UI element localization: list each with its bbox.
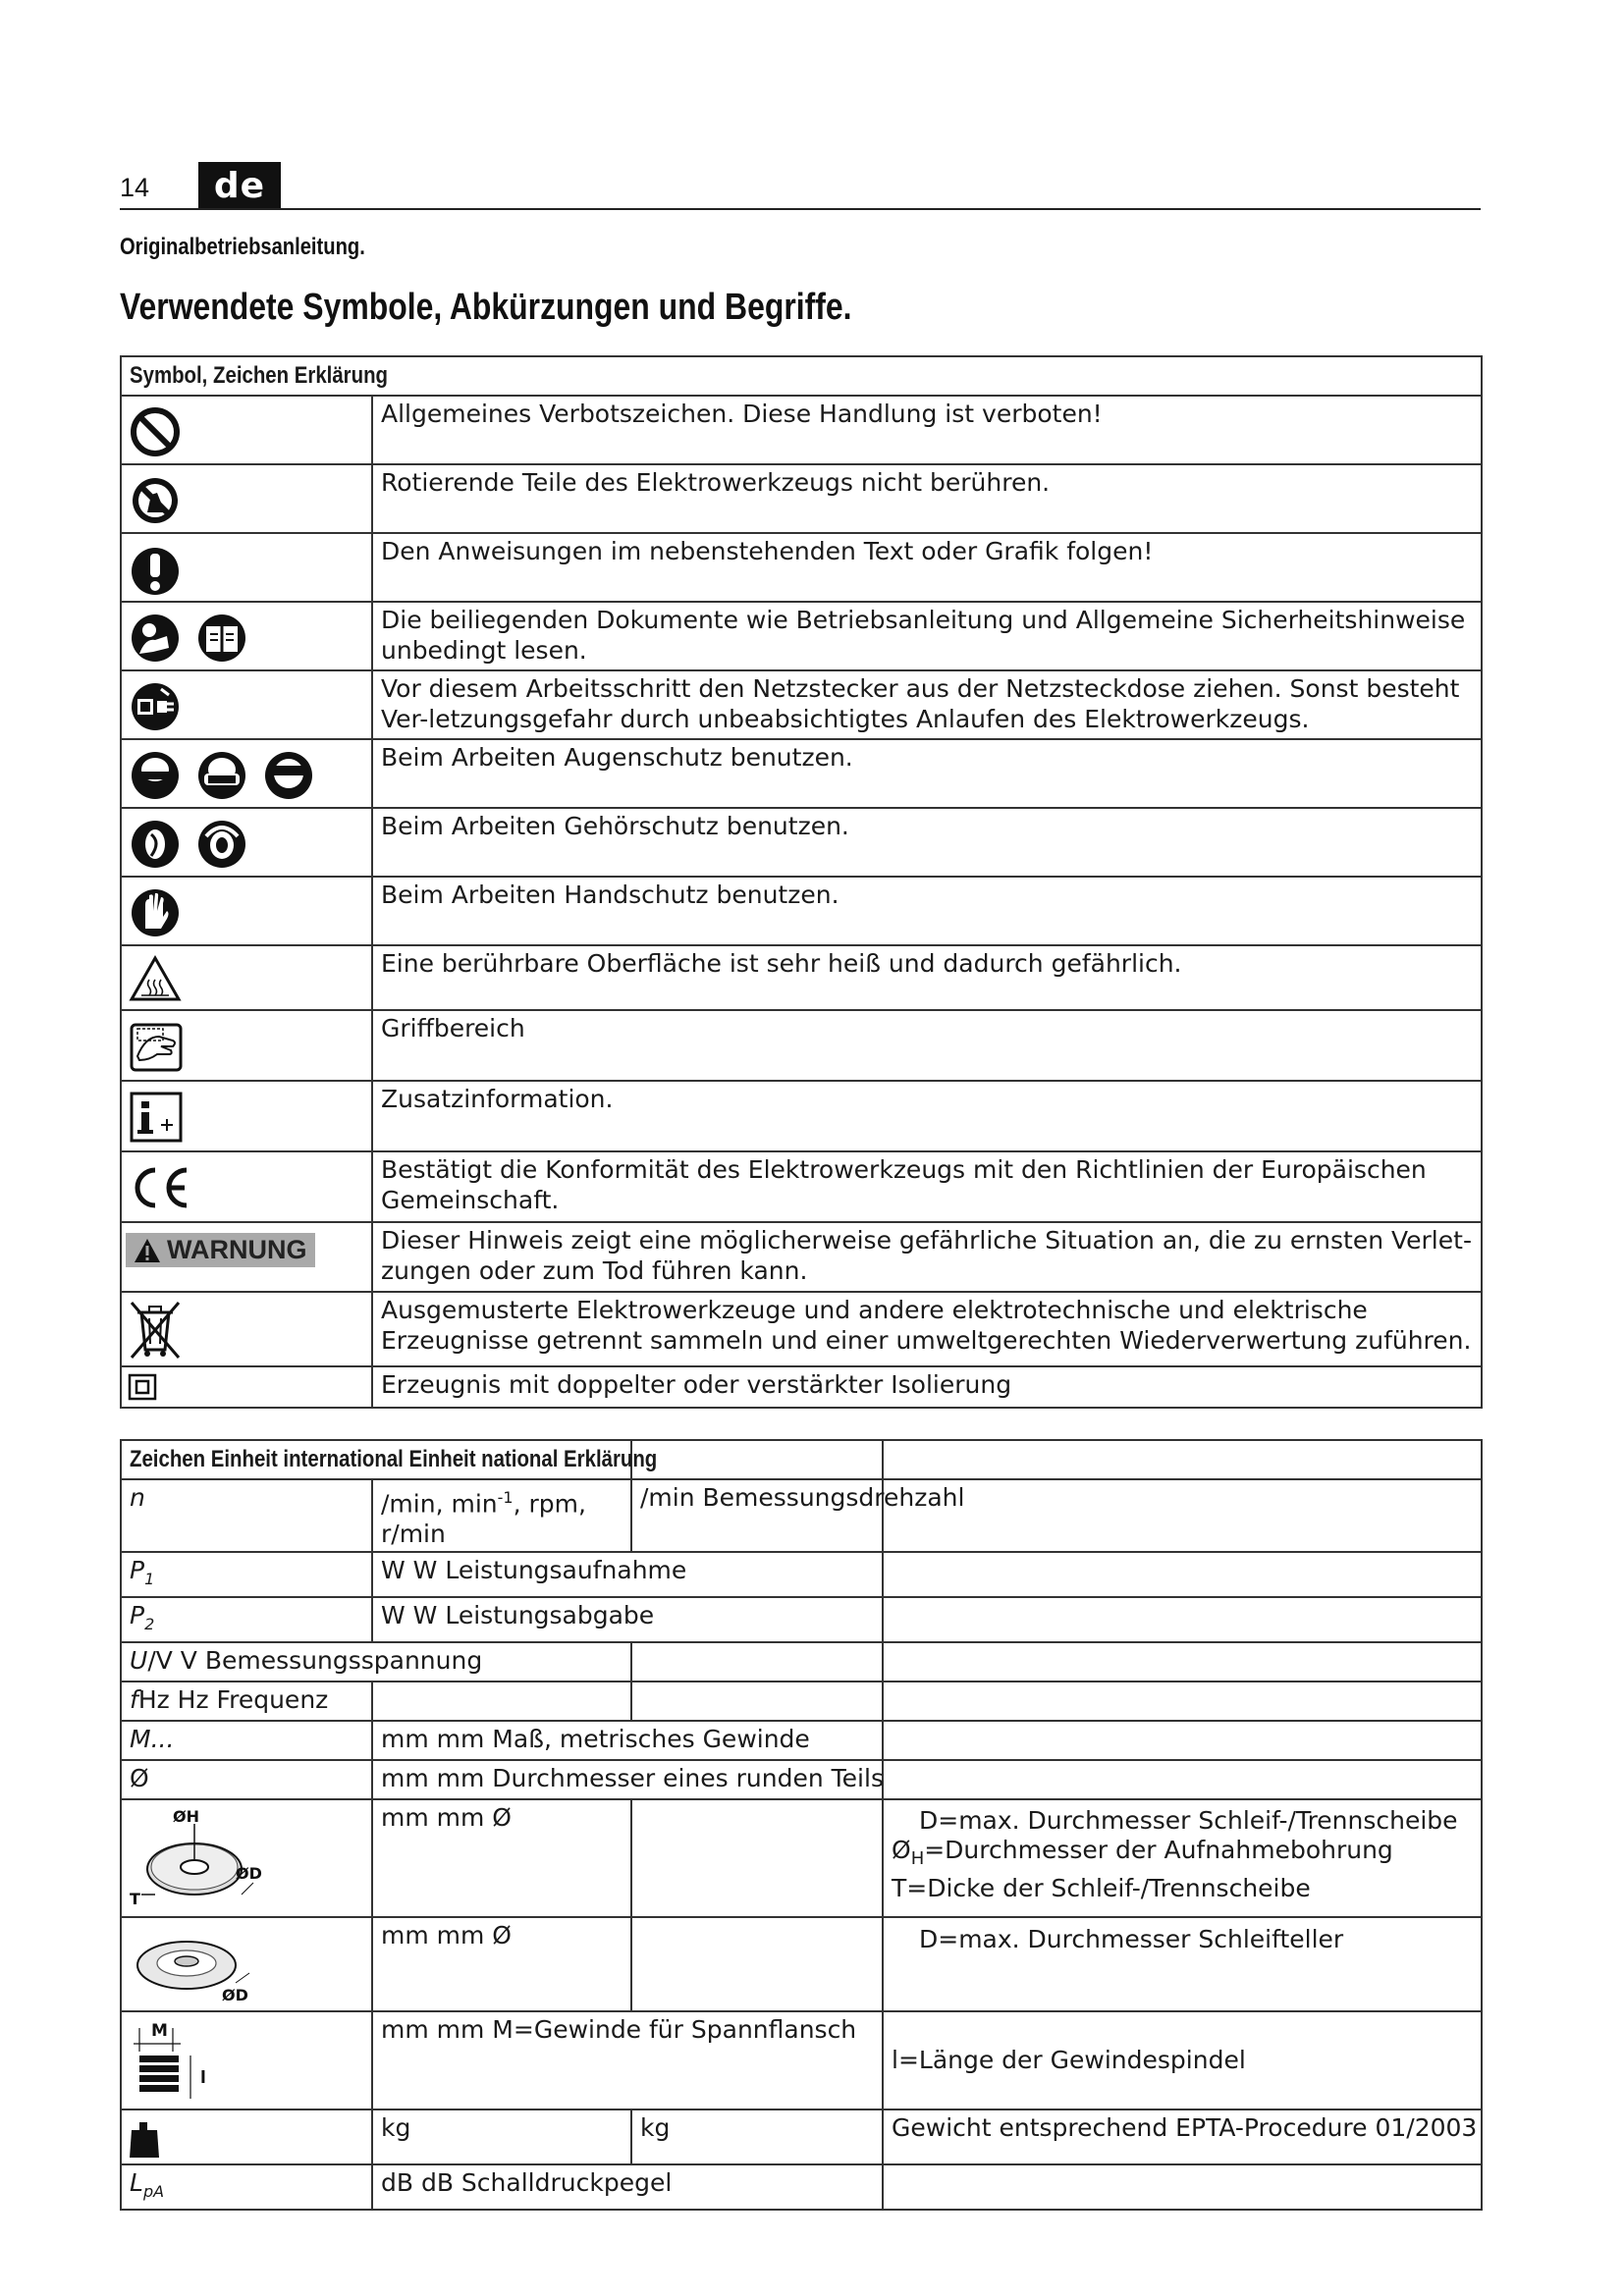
eye-protection-icon [126,744,322,803]
double-insulation-icon [126,1371,161,1403]
warning-label-text: WARNUNG [167,1235,307,1264]
unit-national [631,1642,883,1682]
unit-international: mm mm M=Gewinde für Spannflansch [372,2011,883,2109]
symbol-description: Zusatzinformation. [372,1081,1482,1151]
info-plus-icon [126,1086,185,1145]
read-manual-icon [126,607,263,666]
symbol-description: Beim Arbeiten Handschutz benutzen. [372,877,1482,945]
unit-sign: n [121,1479,372,1552]
symbol-cell [121,945,372,1010]
diagram-label-od: ØD [222,1986,248,2005]
spindle-thread-diagram-icon [126,2016,244,2105]
units-table-header: Zeichen Einheit international Einheit national Erklärung [121,1440,631,1479]
unit-international [372,1682,631,1721]
symbol-cell [121,1151,372,1222]
sanding-pad-diagram-icon [126,1922,263,2006]
grinding-disc-diagram-icon [126,1804,263,1912]
ce-mark-icon [126,1156,194,1215]
unplug-icon [126,675,185,734]
symbol-cell [121,877,372,945]
hot-surface-icon [126,950,185,1005]
unit-sign: $L_{pA}$ [121,2164,372,2210]
unit-explanation [883,1721,1482,1760]
symbol-cell [121,533,372,602]
unit-international: mm mm Ø [372,1799,631,1917]
exclamation-icon [126,538,185,597]
symbol-cell [121,1366,372,1408]
unit-sign [121,2109,372,2164]
unit-national [631,1799,883,1917]
diagram-label-od: ØD [236,1864,262,1884]
unit-sign [121,2011,372,2109]
unit-explanation [883,2164,1482,2210]
warning-triangle-icon [134,1238,161,1263]
unit-international: /min, $\min^{-1}$, rpm, r/min [372,1479,631,1552]
diagram-label-m: M [151,2021,168,2042]
symbol-cell [121,1010,372,1081]
unit-international: dB dB Schalldruckpegel [372,2164,883,2210]
unit-international: W W Leistungsaufnahme [372,1552,883,1597]
symbol-cell [121,808,372,877]
symbol-description: Bestätigt die Konformität des Elektrowerkzeugs mit den Richtlinien der Europäischen Gemeinschaft. [372,1151,1482,1222]
unit-sign: $P_1$ [121,1552,372,1597]
no-touch-rotating-icon [126,469,185,528]
weight-icon [126,2114,165,2160]
symbol-description: Erzeugnis mit doppelter oder verstärkter Isolierung [372,1366,1482,1408]
page-number: 14 [120,173,150,202]
unit-explanation [883,1682,1482,1721]
language-badge: de [198,162,281,209]
symbols-table [120,355,1483,1409]
symbol-cell [121,670,372,739]
unit-explanation [883,1479,1482,1552]
unit-explanation [883,1642,1482,1682]
units-table [120,1439,1483,2211]
unit-explanation: D=max. Durchmesser Schleifteller [883,1917,1482,2011]
ear-protection-icon [126,813,263,872]
symbols-table-header: Symbol, Zeichen Erklärung [121,356,1482,396]
header-rule [120,208,1481,210]
unit-explanation: l=Länge der Gewindespindel [883,2011,1482,2109]
unit-international: mm mm Ø [372,1917,631,2011]
symbol-cell [121,1292,372,1366]
diagram-label-l: l [200,2068,206,2089]
symbol-cell [121,739,372,808]
symbol-description: Eine berührbare Oberfläche ist sehr heiß und dadurch gefährlich. [372,945,1482,1010]
unit-sign: Ø [121,1760,372,1799]
unit-international: mm mm Maß, metrisches Gewinde [372,1721,883,1760]
symbol-description: Ausgemusterte Elektrowerkzeuge und andere elektrotechnische und elektrische Erzeugnisse getrennt sammeln und einer umweltgerechten Wiederverwertung zuführen. [372,1292,1482,1366]
prohibition-icon [126,400,185,459]
crossed-bin-icon [126,1297,185,1362]
symbol-description: Rotierende Teile des Elektrowerkzeugs nicht berühren. [372,464,1482,533]
unit-sign [121,1799,372,1917]
unit-national: kg [631,2109,883,2164]
unit-explanation: Gewicht entsprechend EPTA-Procedure 01/2003 [883,2109,1482,2164]
warning-label-icon [126,1233,315,1267]
unit-sign [121,1917,372,2011]
unit-international: W W Leistungsabgabe [372,1597,883,1642]
unit-sign: $P_2$ [121,1597,372,1642]
unit-explanation [883,1597,1482,1642]
grip-area-icon [126,1015,185,1074]
symbol-cell [121,1222,372,1292]
symbol-description: Dieser Hinweis zeigt eine möglicherweise gefährliche Situation an, die zu ernsten Verlet-zungen oder zum Tod führen kann. [372,1222,1482,1292]
document-subtitle: Originalbetriebsanleitung. [120,234,365,260]
unit-national [631,1917,883,2011]
unit-explanation: D=max. Durchmesser Schleif-/Trennscheibe $Ø_H=Durchmesser$ der Aufnahmebohrung T=Dicke der Schleif-/Trennscheibe [883,1799,1482,1917]
glove-icon [126,881,185,940]
symbol-description: Vor diesem Arbeitsschritt den Netzstecker aus der Netzsteckdose ziehen. Sonst besteht Ver-letzungsgefahr durch unbeabsichtigtes Anlaufen des Elektrowerkzeugs. [372,670,1482,739]
unit-international: kg [372,2109,631,2164]
symbol-cell [121,396,372,464]
symbol-description: Den Anweisungen im nebenstehenden Text oder Grafik folgen! [372,533,1482,602]
page-title: Verwendete Symbole, Abkürzungen und Begriffe. [120,287,852,328]
symbol-cell [121,602,372,670]
unit-national: /min Bemessungsdrehzahl [631,1479,883,1552]
symbol-cell [121,1081,372,1151]
symbol-cell [121,464,372,533]
unit-sign: U/V V Bemessungsspannung [121,1642,631,1682]
unit-explanation [883,1552,1482,1597]
unit-international: mm mm Durchmesser eines runden Teils [372,1760,883,1799]
symbol-description: Griffbereich [372,1010,1482,1081]
unit-sign: M... [121,1721,372,1760]
unit-explanation [883,1760,1482,1799]
diagram-label-t: T [130,1890,140,1909]
unit-sign: fHz Hz Frequenz [121,1682,372,1721]
symbol-description: Beim Arbeiten Augenschutz benutzen. [372,739,1482,808]
symbol-description: Beim Arbeiten Gehörschutz benutzen. [372,808,1482,877]
diagram-label-oh: ØH [173,1807,199,1827]
symbol-description: Allgemeines Verbotszeichen. Diese Handlung ist verboten! [372,396,1482,464]
unit-national [631,1682,883,1721]
symbol-description: Die beiliegenden Dokumente wie Betriebsanleitung und Allgemeine Sicherheitshinweise unbedingt lesen. [372,602,1482,670]
